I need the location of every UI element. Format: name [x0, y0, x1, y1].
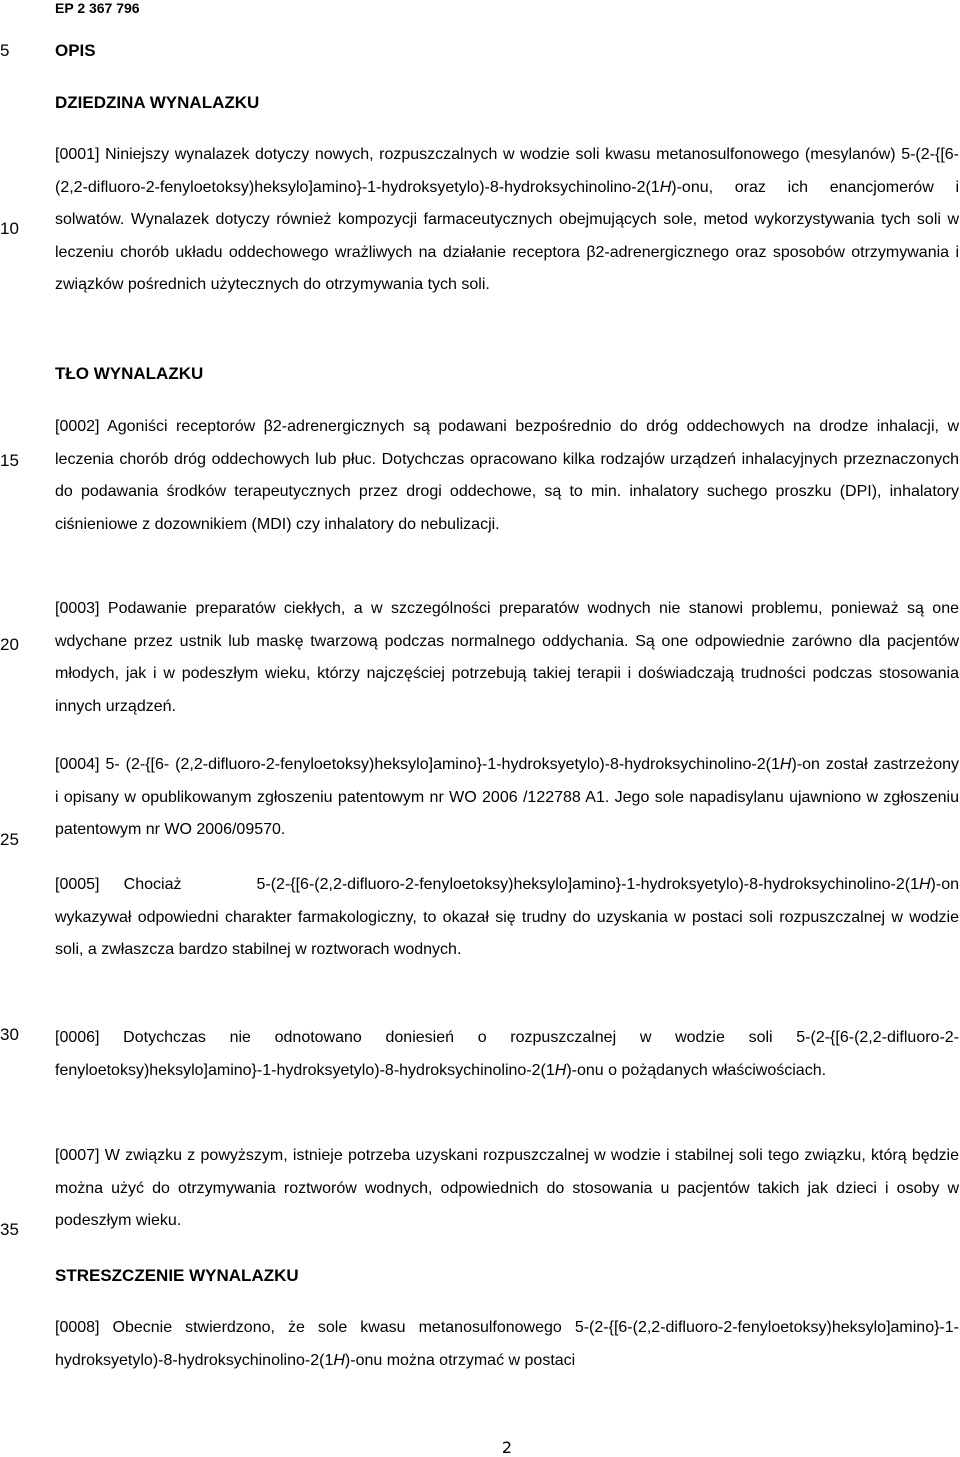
patent-number-header: EP 2 367 796: [55, 0, 140, 16]
line-number-25: 25: [0, 830, 19, 849]
paragraph-0006: [0006] Dotychczas nie odnotowano doniesień o rozpuszczalnej w wodzie soli 5-(2-{[6-(2,2-difluoro-2-fenyloetoksy)heksylo]amino}-1-hydroksyetylo)-8-hydroksychinolino-2(1H)-onu o pożądanych właściwościach.: [55, 1029, 959, 1079]
heading-streszczenie: STRESZCZENIE WYNALAZKU: [55, 1266, 299, 1285]
heading-dziedzina: DZIEDZINA WYNALAZKU: [55, 93, 260, 112]
line-number-35: 35: [0, 1220, 19, 1239]
heading-tlo: TŁO WYNALAZKU: [55, 364, 204, 383]
line-number-10: 10: [0, 219, 19, 238]
paragraph-0002: [0002] Agoniści receptorów β2-adrenergicznych są podawani bezpośrednio do dróg oddechowych na drodze inhalacji, w leczenia chorób dróg oddechowych lub płuc. Dotychczas opracowano kilka rodzajów urządzeń inhalacyjnych przeznaczonych do podawania środków terapeutycznych przez drogi oddechowe, są to min. inhalatory suchego proszku (DPI), inhalatory ciśnieniowe z dozownikiem (MDI) czy inhalatory do nebulizacji.: [55, 418, 959, 533]
line-number-30: 30: [0, 1025, 19, 1044]
paragraph-0004: [0004] 5- (2-{[6- (2,2-difluoro-2-fenyloetoksy)heksylo]amino}-1-hydroksyetylo)-8-hydroksychinolino-2(1H)-on został zastrzeżony i opisany w opublikowanym zgłoszeniu patentowym nr WO 2006 /122788 A1. Jego sole napadisylanu ujawniono w zgłoszeniu patentowym nr WO 2006/09570.: [55, 756, 959, 838]
paragraph-0005: [0005] Chociaż 5-(2-{[6-(2,2-difluoro-2-fenyloetoksy)heksylo]amino}-1-hydroksyetylo)-8-hydroksychinolino-2(1H)-on wykazywał odpowiedni charakter farmakologiczny, to okazał się trudny do uzyskania w postaci soli rozpuszczalnej w wodzie soli, a zwłaszcza bardzo stabilnej w roztworach wodnych.: [55, 876, 959, 958]
paragraph-0001: [0001] Niniejszy wynalazek dotyczy nowych, rozpuszczalnych w wodzie soli kwasu metanosulfonowego (mesylanów) 5-(2-{[6-(2,2-difluoro-2-fenyloetoksy)heksylo]amino}-1-hydroksyetylo)-8-hydroksychinolino-2(1H)-onu, oraz ich enancjomerów i solwatów. Wynalazek dotyczy również kompozycji farmaceutycznych obejmujących sole, metod wykorzystywania tych soli w leczeniu chorób układu oddechowego wrażliwych na działanie receptora β2-adrenergicznego oraz sposobów otrzymywania i związków pośrednich użytecznych do otrzymywania tych soli.: [55, 146, 959, 293]
page-number: 2: [501, 1438, 513, 1457]
line-number-15: 15: [0, 451, 19, 470]
heading-opis: OPIS: [55, 41, 96, 60]
paragraph-0003: [0003] Podawanie preparatów ciekłych, a w szczególności preparatów wodnych nie stanowi problemu, ponieważ są one wdychane przez ustnik lub maskę twarzową podczas normalnego oddychania. Są one odpowiednie zarówno dla pacjentów młodych, jak i w podeszłym wieku, którzy najczęściej potrzebują takiej terapii i doświadczają trudności podczas stosowania innych urządzeń.: [55, 600, 959, 715]
paragraph-0007: [0007] W związku z powyższym, istnieje potrzeba uzyskani rozpuszczalnej w wodzie i stabilnej soli tego związku, którą będzie można użyć do otrzymywania roztworów wodnych, odpowiednich do stosowania u pacjentów takich jak dzieci i osoby w podeszłym wieku.: [55, 1147, 959, 1229]
line-number-20: 20: [0, 635, 19, 654]
paragraph-0008: [0008] Obecnie stwierdzono, że sole kwasu metanosulfonowego 5-(2-{[6-(2,2-difluoro-2-fenyloetoksy)heksylo]amino}-1-hydroksyetylo)-8-hydroksychinolino-2(1H)-onu można otrzymać w postaci: [55, 1319, 959, 1369]
line-number-5: 5: [0, 41, 10, 60]
